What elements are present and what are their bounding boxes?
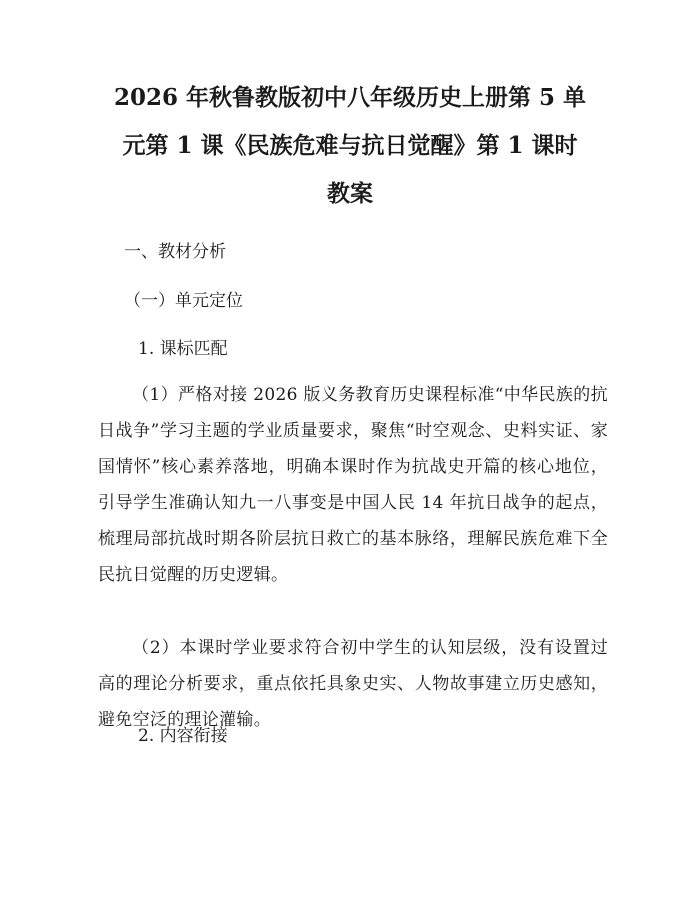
item-heading-content-connection: 2. 内容衔接 <box>138 726 228 746</box>
item-heading-curriculum-match: 1. 课标匹配 <box>138 339 228 359</box>
document-title-line-1: 2026 年秋鲁教版初中八年级历史上册第 5 单 <box>113 84 587 111</box>
subsection-heading-unit-position: （一）单元定位 <box>124 291 243 311</box>
paragraph-learning-requirement: （2）本课时学业要求符合初中学生的认知层级，没有设置过高的理论分析要求，重点依托具象史实、人物故事建立历史感知，避免空泛的理论灌输。 <box>98 638 608 730</box>
document-title-line-3: 教案 <box>327 180 373 207</box>
paragraph-curriculum-standard: （1）严格对接 2026 版义务教育历史课程标准“中华民族的抗日战争”学习主题的学业质量要求，聚焦“时空观念、史料实证、家国情怀”核心素养落地，明确本课时作为抗战史开篇的核心地位，引导学生准确认知九一八事变是中国人民 14 年抗日战争的起点，梳理局部抗战时期各阶层抗日救亡的基本脉络，理解民族危难下全民抗日觉醒的历史逻辑。 <box>98 385 608 585</box>
document-title-line-2: 元第 1 课《民族危难与抗日觉醒》第 1 课时 <box>122 132 578 159</box>
section-heading-textbook-analysis: 一、教材分析 <box>124 242 226 262</box>
